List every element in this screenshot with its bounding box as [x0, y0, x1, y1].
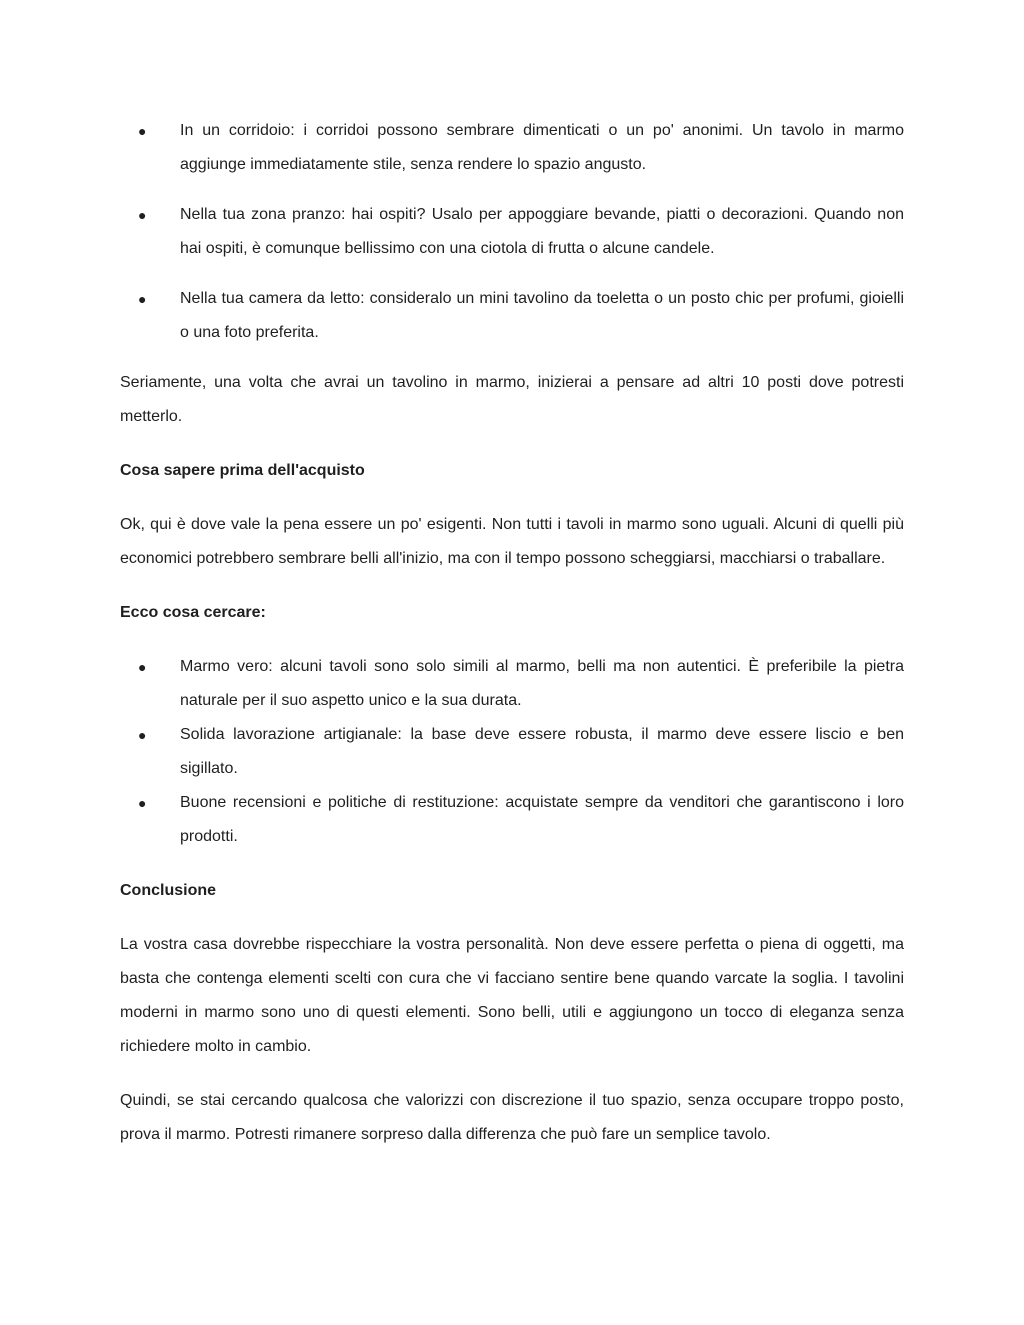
list-item [120, 114, 904, 182]
list-item-text: In un corridoio: i corridoi possono sembrare dimenticati o un po' anonimi. Un tavolo in marmo aggiunge immediatamente stile, senza rendere lo spazio angusto. [180, 122, 904, 173]
placement-list [120, 114, 904, 350]
bullet-icon: ● [138, 123, 147, 139]
list-item-text: Solida lavorazione artigianale: la base deve essere robusta, il marmo deve essere liscio e ben sigillato. [180, 726, 904, 777]
bullet-icon: ● [138, 207, 147, 223]
list-item-text: Buone recensioni e politiche di restituzione: acquistate sempre da venditori che garantiscono i loro prodotti. [180, 794, 904, 845]
list-item-text: Marmo vero: alcuni tavoli sono solo simili al marmo, belli ma non autentici. È preferibile la pietra naturale per il suo aspetto unico e la sua durata. [180, 658, 904, 709]
checklist [120, 650, 904, 854]
list-item-text: Nella tua zona pranzo: hai ospiti? Usalo per appoggiare bevande, piatti o decorazioni. Quando non hai ospiti, è comunque bellissimo con una ciotola di frutta o alcune candele. [180, 206, 904, 257]
paragraph-quindi: Quindi, se stai cercando qualcosa che valorizzi con discrezione il tuo spazio, senza occupare troppo posto, prova il marmo. Potresti rimanere sorpreso dalla differenza che può fare un semplice tavolo. [120, 1092, 904, 1143]
list-item [120, 718, 904, 786]
paragraph-conclusione: La vostra casa dovrebbe rispecchiare la vostra personalità. Non deve essere perfetta o piena di oggetti, ma basta che contenga elementi scelti con cura che vi facciano sentire bene quando varcate la soglia. I tavolini moderni in marmo sono uno di questi elementi. Sono belli, utili e aggiungono un tocco di eleganza senza richiedere molto in cambio. [120, 936, 904, 1055]
document-page [120, 114, 904, 1152]
list-item [120, 282, 904, 350]
bullet-icon: ● [138, 659, 147, 675]
list-item [120, 198, 904, 266]
bullet-icon: ● [138, 795, 147, 811]
paragraph-ok: Ok, qui è dove vale la pena essere un po' esigenti. Non tutti i tavoli in marmo sono uguali. Alcuni di quelli più economici potrebbero sembrare belli all'inizio, ma con il tempo possono scheggiarsi, macchiarsi o traballare. [120, 516, 904, 567]
list-item [120, 650, 904, 718]
paragraph-seriamente: Seriamente, una volta che avrai un tavolino in marmo, inizierai a pensare ad altri 10 posti dove potresti metterlo. [120, 374, 904, 425]
section-heading-cosa-sapere: Cosa sapere prima dell'acquisto [120, 462, 365, 479]
section-heading-ecco: Ecco cosa cercare: [120, 604, 266, 621]
bullet-icon: ● [138, 291, 147, 307]
list-item [120, 786, 904, 854]
bullet-icon: ● [138, 727, 147, 743]
section-heading-conclusione: Conclusione [120, 882, 217, 899]
list-item-text: Nella tua camera da letto: consideralo un mini tavolino da toeletta o un posto chic per profumi, gioielli o una foto preferita. [180, 290, 904, 341]
